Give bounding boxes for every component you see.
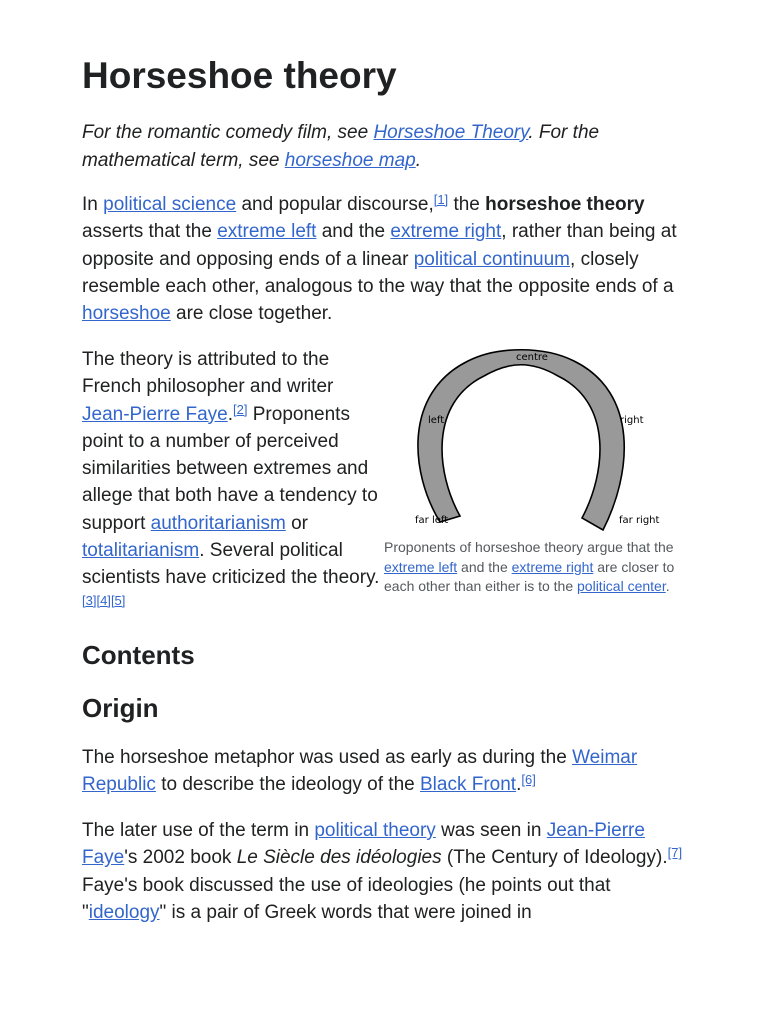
attribution-paragraph — [82, 346, 380, 619]
contents-heading[interactable]: Contents — [82, 640, 195, 670]
text: , closely resemble each other, analogous to the way that the opposite ends of a — [82, 248, 674, 297]
page-title: Horseshoe theory — [82, 55, 397, 96]
text: The later use of the term in — [82, 820, 315, 841]
link-political-center[interactable]: political center — [577, 578, 666, 594]
link-horseshoe[interactable]: horseshoe — [82, 303, 171, 325]
text: . — [516, 774, 522, 796]
text: or — [285, 512, 309, 534]
horseshoe-shape — [418, 350, 624, 530]
link-totalitarianism[interactable]: totalitarianism — [82, 540, 200, 562]
text: The theory is attributed to the French philosopher and writer — [82, 349, 334, 398]
ref-3[interactable]: [3] — [82, 592, 97, 608]
text: the — [448, 194, 486, 215]
text: The horseshoe metaphor was used as early as during the — [82, 747, 573, 768]
hatnote-text: For the romantic comedy film, see — [82, 122, 374, 143]
link-jean-pierre-faye[interactable]: Jean-Pierre Faye — [82, 820, 645, 869]
link-extreme-left[interactable]: extreme left — [217, 221, 317, 243]
text: asserts that the — [82, 221, 218, 243]
label-far-right: far right — [619, 515, 660, 526]
text: and popular discourse, — [236, 194, 434, 215]
link-horseshoe-theory-film[interactable]: Horseshoe Theory — [373, 122, 529, 143]
book-title: Le Siècle des idéologies — [236, 847, 442, 869]
text: . — [665, 578, 670, 594]
later-use-paragraph — [82, 817, 688, 926]
link-ideology[interactable]: ideology — [88, 901, 160, 923]
horseshoe-figure — [384, 348, 686, 597]
link-political-continuum[interactable]: political continuum — [413, 248, 571, 270]
text: Proponents of horseshoe theory argue that the — [384, 539, 674, 555]
text: 's 2002 book — [124, 847, 237, 869]
hatnote-text: . For the mathematical term, see — [82, 122, 600, 171]
link-political-theory[interactable]: political theory — [314, 820, 436, 841]
ref-6[interactable]: [6] — [521, 772, 536, 788]
text: are close together. — [170, 303, 333, 325]
link-extreme-right[interactable]: extreme right — [390, 221, 502, 243]
figure-caption — [384, 538, 686, 597]
ref-2[interactable]: [2] — [233, 401, 248, 417]
intro-paragraph — [82, 191, 688, 327]
label-centre: centre — [516, 352, 548, 363]
link-weimar-republic[interactable]: Weimar Republic — [82, 747, 638, 796]
link-horseshoe-map[interactable]: horseshoe map — [284, 149, 416, 171]
ref-4[interactable]: [4] — [96, 592, 111, 608]
link-extreme-left[interactable]: extreme left — [384, 558, 458, 575]
link-black-front[interactable]: Black Front — [420, 774, 517, 796]
text: " is a pair of Greek words that were joined in — [159, 901, 532, 923]
label-far-left: far left — [415, 515, 449, 526]
link-political-science[interactable]: political science — [103, 194, 237, 215]
ref-7[interactable]: [7] — [667, 845, 683, 861]
link-extreme-right[interactable]: extreme right — [511, 558, 594, 575]
origin-heading[interactable]: Origin — [82, 693, 159, 723]
text: and the — [457, 558, 512, 575]
label-left: left — [428, 415, 445, 426]
ref-1[interactable]: [1] — [433, 192, 449, 207]
ref-5[interactable]: [5] — [110, 592, 126, 608]
link-authoritarianism[interactable]: authoritarianism — [150, 512, 286, 534]
text: was seen in — [435, 820, 547, 841]
text: In — [82, 194, 104, 215]
hatnote-text: . — [415, 149, 421, 171]
link-jean-pierre-faye[interactable]: Jean-Pierre Faye — [82, 403, 228, 425]
text: Faye's book discussed the use of ideologies (he points out that " — [82, 874, 611, 923]
text: and the — [316, 221, 391, 243]
text: . Several political scientists have criticized the theory. — [82, 540, 380, 589]
text: to describe the ideology of the — [155, 774, 420, 796]
text: . — [227, 403, 234, 425]
origin-paragraph — [82, 744, 688, 799]
text: (The Century of Ideology). — [441, 847, 668, 869]
text: , rather than being at opposite and opposing ends of a linear — [82, 221, 677, 270]
text: Proponents point to a number of perceived similarities between extremes and allege that both have a tendency to support — [82, 403, 378, 534]
bold-term: horseshoe theory — [485, 194, 645, 215]
horseshoe-diagram[interactable] — [384, 348, 686, 540]
label-right: right — [620, 415, 644, 426]
text: are closer to each other than either is to the — [384, 558, 675, 594]
hatnote — [82, 119, 682, 174]
